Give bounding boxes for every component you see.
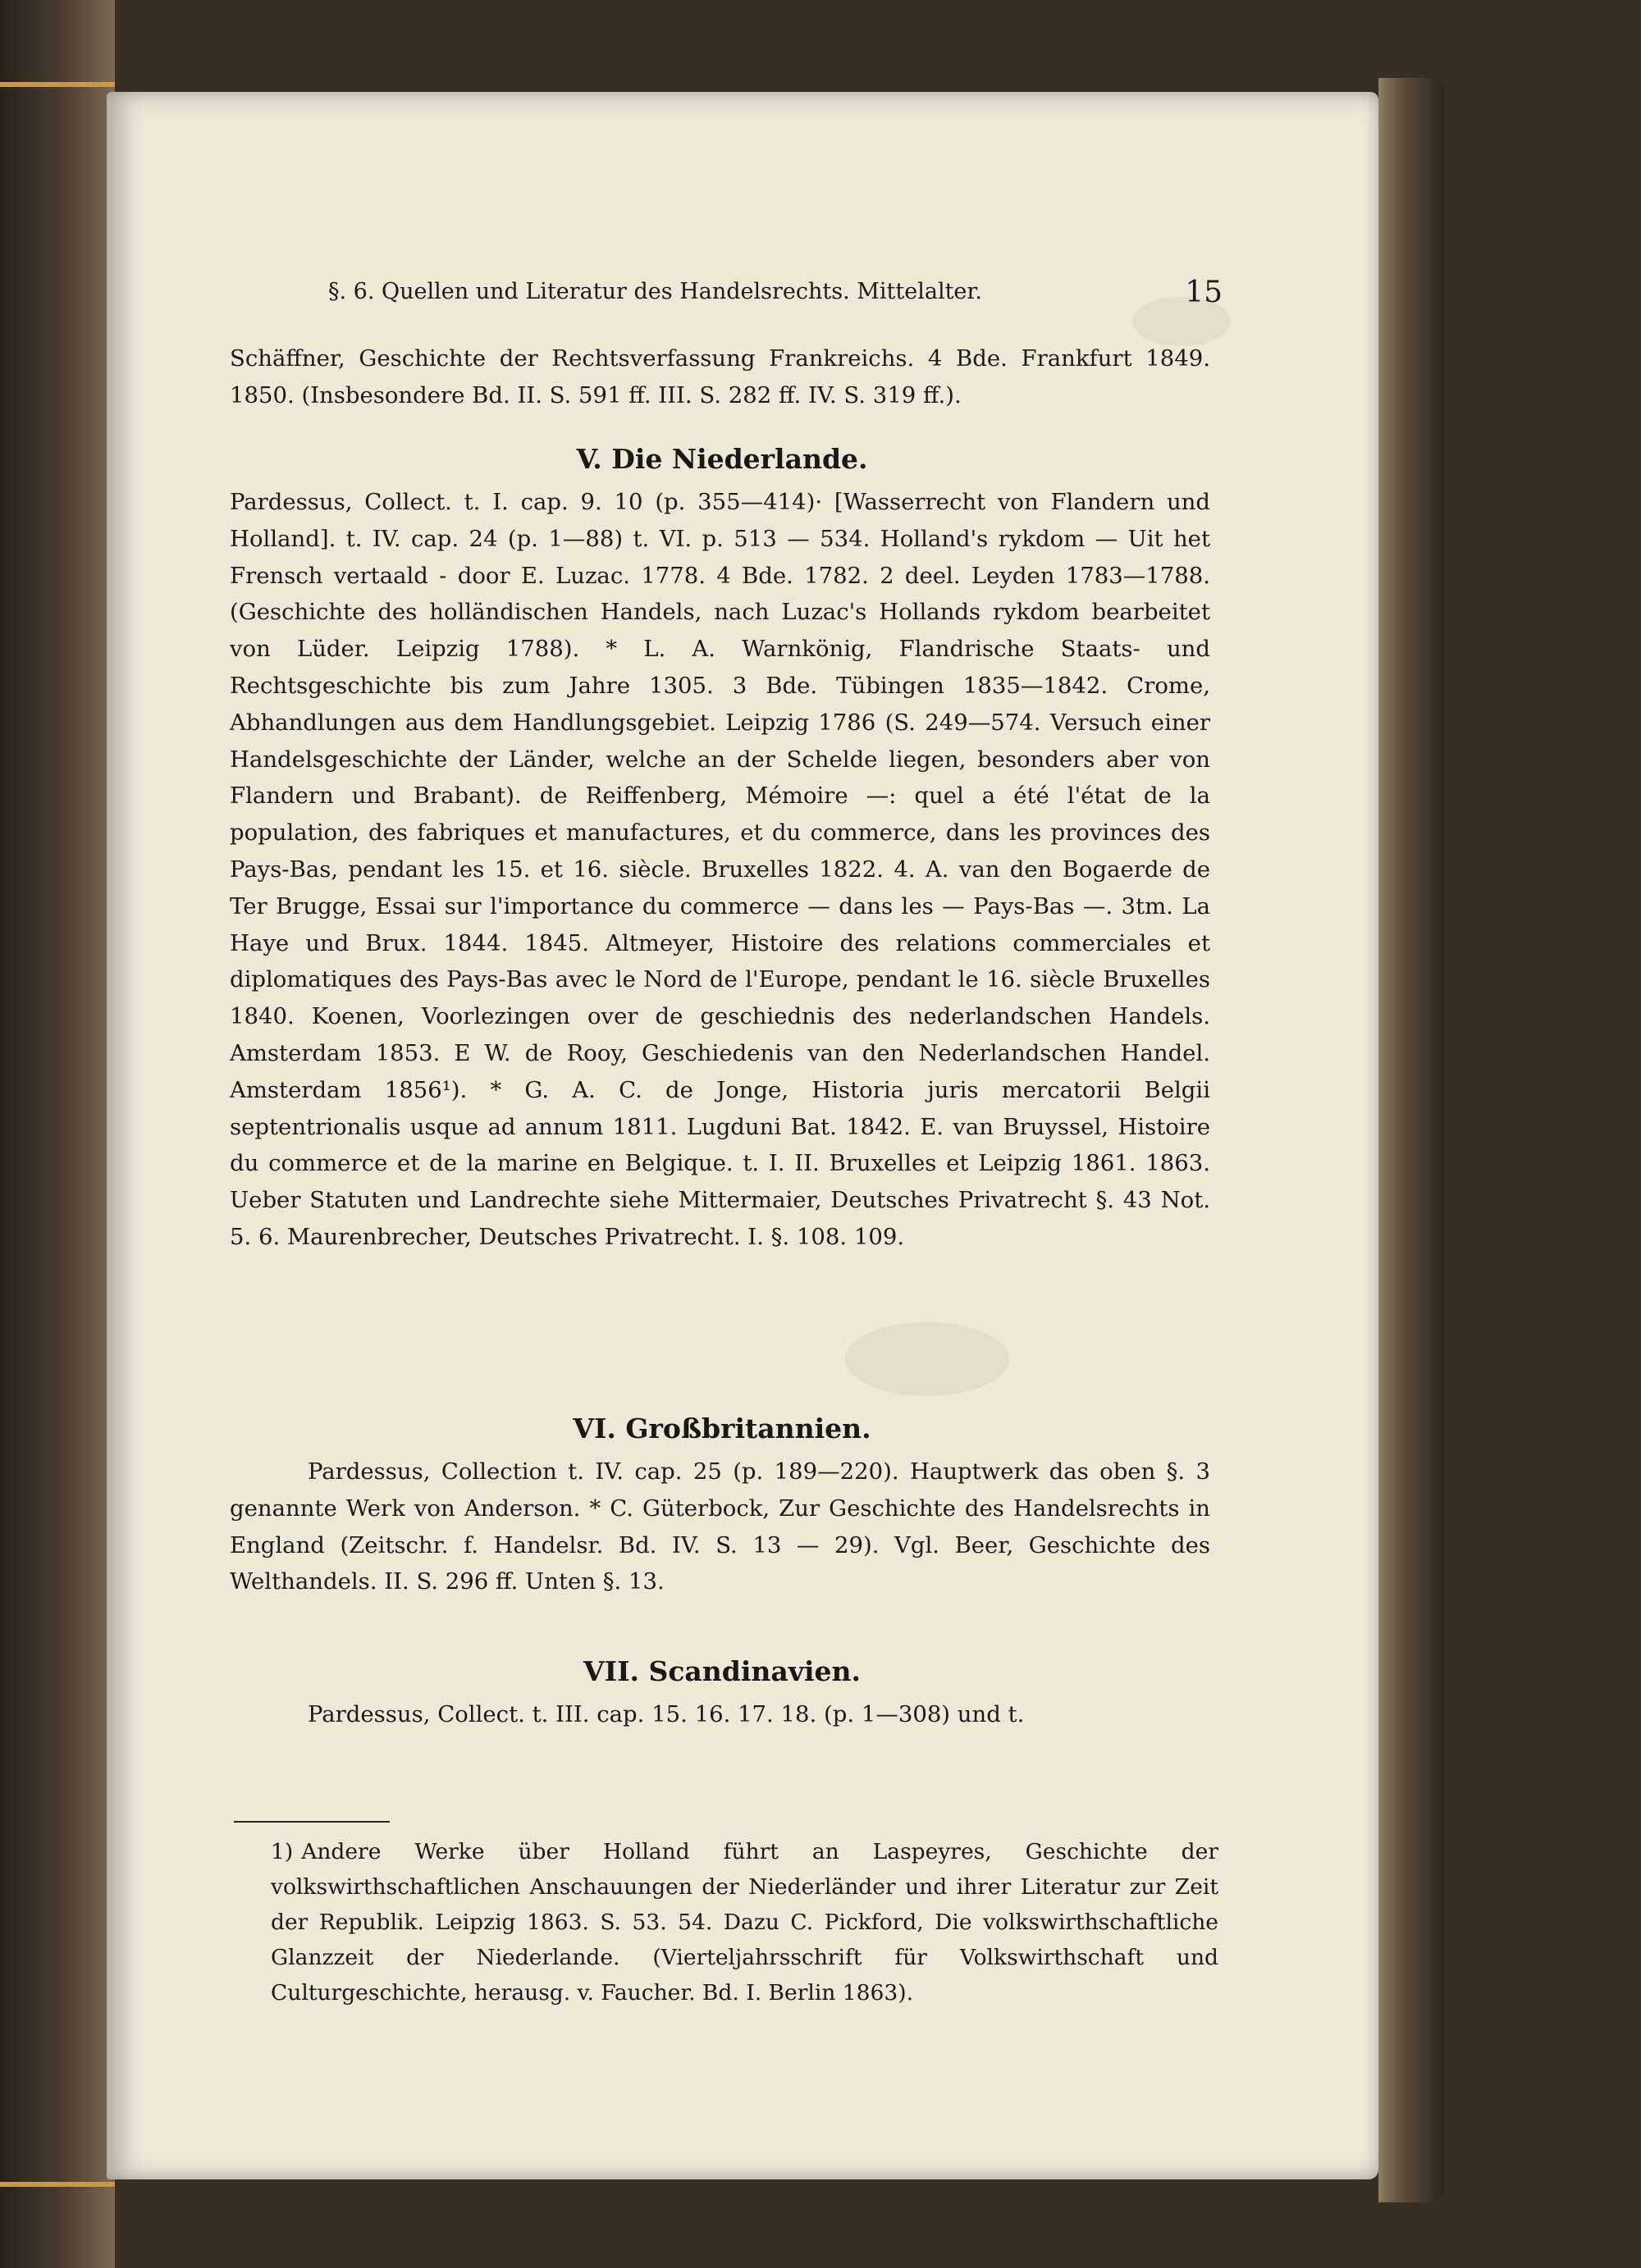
- section-heading-scandinavien: VII. Scandinavien.: [583, 1655, 861, 1687]
- footnote-marker: 1): [271, 1839, 294, 1864]
- section-heading-niederlande: V. Die Niederlande.: [576, 443, 868, 475]
- section-heading-grossbritannien: VI. Großbritannien.: [573, 1412, 871, 1444]
- running-head-title: §. 6. Quellen und Literatur des Handelsrechts. Mittelalter.: [328, 279, 982, 304]
- book-spine-edge: [0, 0, 115, 2268]
- footnote-rule: [234, 1821, 390, 1823]
- section-body-grossbritannien: Pardessus, Collection t. IV. cap. 25 (p. 189—220). Hauptwerk das oben §. 3 genannte Werk von Anderson. * C. Güterbock, Zur Geschichte des Handelsrechts in England (Zeitschr. f. Handelsr. Bd. IV. S. 13 — 29). Vgl. Beer, Geschichte des Welthandels. II. S. 296 ff. Unten §. 13.: [230, 1458, 1210, 1595]
- page-number: 15: [1185, 276, 1223, 309]
- footnote-text: Andere Werke über Holland führt an Laspeyres, Geschichte der volkswirthschaftlichen Anschauungen der Niederländer und ihrer Literatur zur Zeit der Republik. Leipzig 1863. S. 53. 54. Dazu C. Pickford, Die volkswirthschaftliche Glanzzeit der Niederlande. (Vierteljahrsschrift für Volkswirthschaft und Culturgeschichte, herausg. v. Faucher. Bd. I. Berlin 1863).: [271, 1839, 1218, 2006]
- section-body-niederlande: Pardessus, Collect. t. I. cap. 9. 10 (p. 355—414)· [Wasserrecht von Flandern und Holland]. t. IV. cap. 24 (p. 1—88) t. VI. p. 513 — 534. Holland's rykdom — Uit het Frensch vertaald - door E. Luzac. 1778. 4 Bde. 1782. 2 deel. Leyden 1783—1788. (Geschichte des holländischen Handels, nach Luzac's Hollands rykdom bearbeitet von Lüder. Leipzig 1788). * L. A. Warnkönig, Flandrische Staats- und Rechtsgeschichte bis zum Jahre 1305. 3 Bde. Tübingen 1835—1842. Crome, Abhandlungen aus dem Handlungsgebiet. Leipzig 1786 (S. 249—574. Versuch einer Handelsgeschichte der Länder, welche an der Schelde liegen, besonders aber von Flandern und Brabant). de Reiffenberg, Mémoire —: quel a été l'état de la population, des fabriques et manufactures, et du commerce, dans les provinces des Pays-Bas, pendant les 15. et 16. siècle. Bruxelles 1822. 4. A. van den Bogaerde de Ter Brugge, Essai sur l'importance du commerce — dans les — Pays-Bas —. 3tm. La Haye und Brux. 1844. 1845. Altmeyer, Histoire des relations commerciales et diplomatiques des Pays-Bas avec le Nord de l'Europe, pendant le 16. siècle Bruxelles 1840. Koenen, Voorlezingen over de geschiednis des nederlandschen Handels. Amsterdam 1853. E W. de Rooy, Geschiedenis van den Nederlandschen Handel. Amsterdam 1856¹). * G. A. C. de Jonge, Historia juris mercatorii Belgii septentrionalis usque ad annum 1811. Lugduni Bat. 1842. E. van Bruyssel, Histoire du commerce et de la marine en Belgique. t. I. II. Bruxelles et Leipzig 1861. 1863. Ueber Statuten und Landrechte siehe Mittermaier, Deutsches Privatrecht §. 43 Not. 5. 6. Maurenbrecher, Deutsches Privatrecht. I. §. 108. 109.: [230, 489, 1210, 1250]
- footnote: [271, 1834, 1218, 2010]
- intro-paragraph: Schäffner, Geschichte der Rechtsverfassung Frankreichs. 4 Bde. Frankfurt 1849. 1850. (Insbesondere Bd. II. S. 591 ff. III. S. 282 ff. IV. S. 319 ff.).: [230, 345, 1210, 408]
- book-cover-edge: [1378, 78, 1444, 2202]
- paper-stain: [845, 1322, 1009, 1396]
- spine-stripe: [0, 2182, 115, 2187]
- spine-stripe: [0, 82, 115, 87]
- section-body-scandinavien: Pardessus, Collect. t. III. cap. 15. 16. 17. 18. (p. 1—308) und t.: [308, 1701, 1025, 1727]
